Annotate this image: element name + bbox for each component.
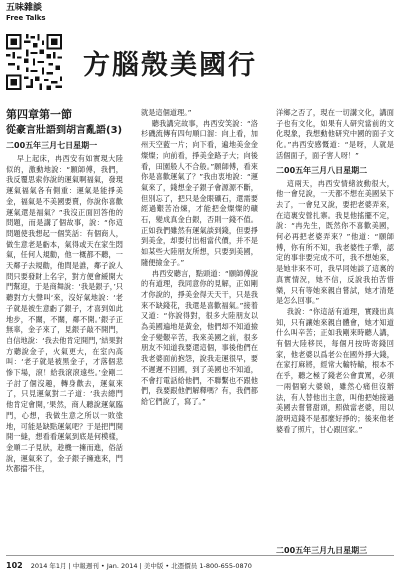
entry-date: 二00五年三月八日星期二 xyxy=(276,165,368,175)
text-column-3 xyxy=(276,108,394,540)
article-title: 方腦殼美國行 xyxy=(83,50,257,81)
paragraph: 早上起床，冉西安有如實現大陸似的，激動地說：“願師傅，我們，我反覆思索你說的運氣啊福氣，發現運氣福氣各有側重：運氣是能掙美金，福氣是不美國要賣，你說你喜歡運氣還是福氣？”我沒正面回答他的問題，而是講了個故事，說：“你這問題使我想起一個笑話：有個商人，做生意老是虧本，氣得或天在家生悶氣，任何人規勸，他一概都不聽，一天鄰子去規勸，他問是誰，鄰子說人問只要發財上名字，對方便會緩開大門幫迎，于是商舞說：‘我是銀子，’只聽對方大聲叫‘來，沒好氣地說：‘老子就是被生意虧了銀子，才喜到如此地步，不關，不關，鄰不開。’銀子正無辜，金子來了，見銀子敲不開門，自信地說：‘我去他肯定開門，’結果對方聽說金子，火氣更大，在室內高叫：‘老子就是被黑金子，才落個悲慘下場，滾！給我滾滾遠些。’金剛二子討了個沒趣，轉身歡去，運氣來了，只見運氣對二子道：‘我去總門他肯定會開，’果然，商人聽說運氣臨門，心想，我做生意之所以一敗塗地，可能是缺點運氣吧？于是把門開開一縫，想看看運氣到底是何模樣，金順二子見狀，趁機一擁而進，俗話說，運氣來了，金子銀子擁進來，門坎都擋不住， xyxy=(6,154,123,474)
text-column-2 xyxy=(141,108,258,552)
paragraph: 我說：“你這話有道理，實踐出真知，只有讓她來親自體會，她才知道什么叫辛苦；正如我剛來時聽人講，有個大陸移民，每個月按時寄錢回家，他老婆以爲老公在國外掙大錢，在家打麻將，經常大輸特輸，根本不在乎，聽之極了錢老公會責罵，必須一兩個窮大婆娘，雖然心痛但沒辦法，有人替他出主意，叫他把她接過美國去嘗嘗甜頭，照做當老婆，用以證明這錢不是那麼好掙的；後來他老婆看了照片，甘心跟回家。” xyxy=(276,306,394,434)
paragraph: 冉西安聽言，點頭道：“願師傅說的有道理，我同意你的見解，正如剛才你說的，掙美金得天天干，只是我來不缺錢花，我還是喜歡福氣。”接着又道：“你說得對，很多大陸朋友以為美國遍地是黃金，他們却不知道撿金子變艱辛苦，我來美國之前，很多朋友不知道我要還這個，事後他們在我老婆面前抱怨，說我走運很早，要不遲遲不回國，到了美國也不知道，不會打電話給他們，不聯繫也不跟他們，我要跟他們解釋嗎？有，我們都給它們說了，寫了。” xyxy=(141,268,258,406)
chapter-heading: 第四章第一節 xyxy=(6,108,72,121)
entry-date: 二00五年三月九日星期三 xyxy=(276,546,368,555)
paragraph: 聽我講完故事，冉西安笑說：“洛杉磯流傳有四句順口溜：向上看，加州天空藍一片；向下看，遍地美金金燦燦；向前看，掙美金路子大；向後看，田園般人不合般。”願師傅，看來你是喜歡運氣了？”我由衷地說：“運氣來了，錢想金子銀子會源源不斷，但別忘了，把只是金眼礦石，還需要經過艱苦冶煉，才能把金燦燦的礦石，變成真金白銀，否則一錢不值。正如我們雖然有運氣談到錢，但要掙到美金，却要付出相當代價，并不是如某些大陸朋友所想，只要到美國，隨便撿金子。” xyxy=(141,118,258,267)
article-subtitle: 從豪言壯語到胡言亂語(3) xyxy=(6,125,123,136)
paragraph: 這兩天，冉西安情緒波動很大，他一會兒說，一天都不想在美國呆下去了，一會兒又說，要把老婆弄來，在這裏安營扎寨。我見他搖擺不定，說：“冉先生，既然你不喜歡美國，何必再把老婆弄來？”他道：“願師傅，你有所不知，我老婆性子犟，認定的事非要完成不可，我不想她來，是她非來不可，我早同她談了這裏的真實情況，她不信，反說我拍苦惜樂，只有等她來親自嘗試，她才清楚是怎么回事。” xyxy=(276,178,394,306)
qr-code-icon xyxy=(6,34,62,90)
page-footer xyxy=(6,560,394,572)
entry-date: 二00五年三月七日星期一 xyxy=(6,141,98,150)
footer-info: 2014 年1月 | 中報週刊 • Jan. 2014 | 美中版 • 北憑價员 1-800-655-0870 xyxy=(30,562,252,570)
paragraph: 洋鄉之否了，現在一切講文化，講面子也有文化，如果有人研究當前的文化現象，我想動他研究中國的面子文化。”冉西安感慨道：“是呀，人就是活個面子，面子害人呀！” xyxy=(276,108,394,160)
section-header xyxy=(6,3,206,23)
page-number: 102 xyxy=(6,561,23,570)
text-column-1 xyxy=(6,108,123,552)
section-name-en: Free Talks xyxy=(6,14,46,22)
paragraph: 就是這個道理。” xyxy=(141,108,192,117)
footer-divider xyxy=(6,555,394,556)
section-name: 五味雜談 xyxy=(6,3,43,13)
